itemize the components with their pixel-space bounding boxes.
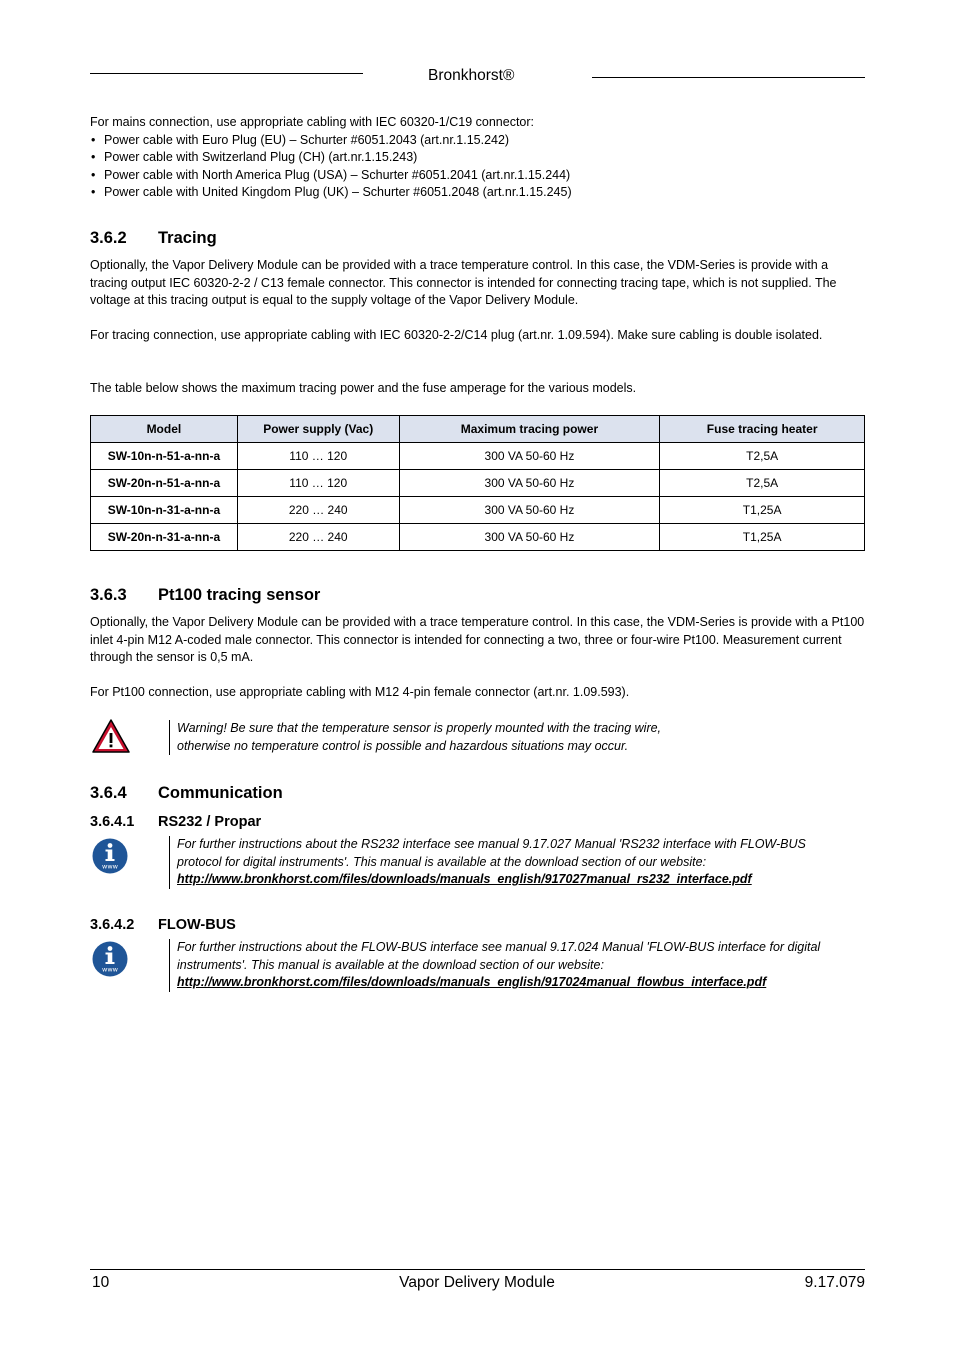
section-number: 3.6.2	[90, 229, 127, 247]
info-text-line-1: For further instructions about the RS232 interface see manual 9.17.027 Manual 'RS232 interface with FLOW-BUS	[177, 837, 806, 851]
list-item: • Power cable with Switzerland Plug (CH) (art.nr.1.15.243)	[90, 149, 870, 167]
fuse-cell: T2,5A	[660, 470, 865, 497]
model-cell: SW-20n-n-31-a-nn-a	[91, 524, 238, 551]
section-title: Pt100 tracing sensor	[158, 586, 321, 604]
info-text-line-2: instruments'. This manual is available at the download section of our website:	[177, 957, 604, 972]
header-brand: Bronkhorst®	[428, 67, 515, 84]
power-cell: 300 VA 50-60 Hz	[399, 524, 660, 551]
subsection-heading-flowbus	[90, 917, 236, 933]
svg-text:www: www	[102, 965, 118, 974]
rs232-manual-link[interactable]: http://www.bronkhorst.com/files/downloads/manuals_english/917027manual_rs232_interface.pdf	[177, 872, 752, 887]
power-cell: 300 VA 50-60 Hz	[399, 443, 660, 470]
column-header: Power supply (Vac)	[237, 416, 399, 443]
column-header: Model	[91, 416, 238, 443]
section-heading-tracing	[90, 229, 217, 248]
section-number: 3.6.3	[90, 586, 127, 604]
tracing-power-table	[90, 415, 865, 551]
header-rule-right	[592, 77, 865, 78]
table-row	[91, 497, 865, 524]
table-row	[91, 443, 865, 470]
subsection-title: FLOW-BUS	[158, 917, 236, 933]
tracing-paragraph-1: Optionally, the Vapor Delivery Module can be provided with a trace temperature control. In this case, the VDM-Series is provide with a tracing output IEC 60320-2-2 / C13 female connector. This connector is intended for connecting tracing tape, which is not supplied. The voltage at this tracing output is equal to the supply voltage of the Vapor Delivery Module.	[90, 258, 837, 308]
pt100-paragraph-1: Optionally, the Vapor Delivery Module can be provided with a trace temperature control. In this case, the VDM-Series is provide with a Pt100 inlet 4-pin M12 A-coded male connector. This connector is intended for connecting a two, three or four-wire Pt100. Measurement current through the sensor is 0,5 mA.	[90, 615, 865, 665]
section-heading-pt100	[90, 586, 320, 605]
footer-rule	[90, 1269, 865, 1270]
footer-page-number: 10	[92, 1274, 110, 1291]
model-cell: SW-20n-n-51-a-nn-a	[91, 470, 238, 497]
model-cell: SW-10n-n-31-a-nn-a	[91, 497, 238, 524]
flowbus-manual-link[interactable]: http://www.bronkhorst.com/files/downloads/manuals_english/917024manual_flowbus_interface.pdf	[177, 975, 767, 990]
power-cell: 300 VA 50-60 Hz	[399, 470, 660, 497]
power-cell: 300 VA 50-60 Hz	[399, 497, 660, 524]
section-title: Communication	[158, 784, 283, 802]
column-header: Maximum tracing power	[399, 416, 660, 443]
footer-document-number: 9.17.079	[804, 1274, 865, 1291]
info-text-line-2: protocol for digital instruments'. This manual is available at the download section of our website:	[177, 854, 707, 869]
list-item: • Power cable with United Kingdom Plug (UK) – Schurter #6051.2048 (art.nr.1.15.245)	[90, 184, 870, 202]
info-www-icon	[91, 837, 129, 875]
pt100-paragraph-2: For Pt100 connection, use appropriate cabling with M12 4-pin female connector (art.nr. 1.09.593).	[90, 685, 630, 699]
subsection-title: RS232 / Propar	[158, 814, 262, 830]
mains-section	[90, 114, 870, 202]
fuse-cell: T1,25A	[660, 524, 865, 551]
section-number: 3.6.4	[90, 784, 127, 802]
info-www-icon	[91, 940, 129, 978]
warning-text-line-1: Warning! Be sure that the temperature sensor is properly mounted with the tracing wire,	[177, 721, 662, 735]
supply-cell: 110 … 120	[237, 470, 399, 497]
supply-cell: 110 … 120	[237, 443, 399, 470]
table-row	[91, 524, 865, 551]
fuse-cell: T1,25A	[660, 497, 865, 524]
tracing-paragraph-3: The table below shows the maximum tracing power and the fuse amperage for the various models.	[90, 381, 637, 395]
warning-text-line-2: otherwise no temperature control is possible and hazardous situations may occur.	[177, 738, 629, 753]
supply-cell: 220 … 240	[237, 497, 399, 524]
mains-intro: For mains connection, use appropriate cabling with IEC 60320-1/C19 connector:	[90, 115, 535, 129]
footer-document-title: Vapor Delivery Module	[399, 1274, 555, 1291]
tracing-paragraph-2: For tracing connection, use appropriate cabling with IEC 60320-2-2/C14 plug (art.nr. 1.09.594). Make sure cabling is double isolated.	[90, 328, 823, 342]
subsection-number: 3.6.4.1	[90, 814, 135, 830]
rs232-info-note	[169, 836, 865, 889]
list-item: • Power cable with North America Plug (USA) – Schurter #6051.2041 (art.nr.1.15.244)	[90, 167, 870, 185]
svg-text:www: www	[102, 862, 118, 871]
subsection-heading-rs232	[90, 814, 261, 830]
info-text-line-1: For further instructions about the FLOW-BUS interface see manual 9.17.024 Manual 'FLOW-BUS interface for digital	[177, 940, 821, 954]
list-item: • Power cable with Euro Plug (EU) – Schurter #6051.2043 (art.nr.1.15.242)	[90, 132, 870, 150]
column-header: Fuse tracing heater	[660, 416, 865, 443]
mains-cable-list	[90, 132, 870, 202]
warning-triangle-icon	[91, 718, 131, 754]
header-rule-left	[90, 73, 363, 74]
fuse-cell: T2,5A	[660, 443, 865, 470]
model-cell: SW-10n-n-51-a-nn-a	[91, 443, 238, 470]
flowbus-info-note	[169, 939, 865, 992]
section-title: Tracing	[158, 229, 217, 247]
table-row	[91, 470, 865, 497]
table-header-row	[91, 416, 865, 443]
supply-cell: 220 … 240	[237, 524, 399, 551]
section-heading-communication	[90, 784, 283, 803]
subsection-number: 3.6.4.2	[90, 917, 135, 933]
warning-note	[169, 720, 865, 755]
